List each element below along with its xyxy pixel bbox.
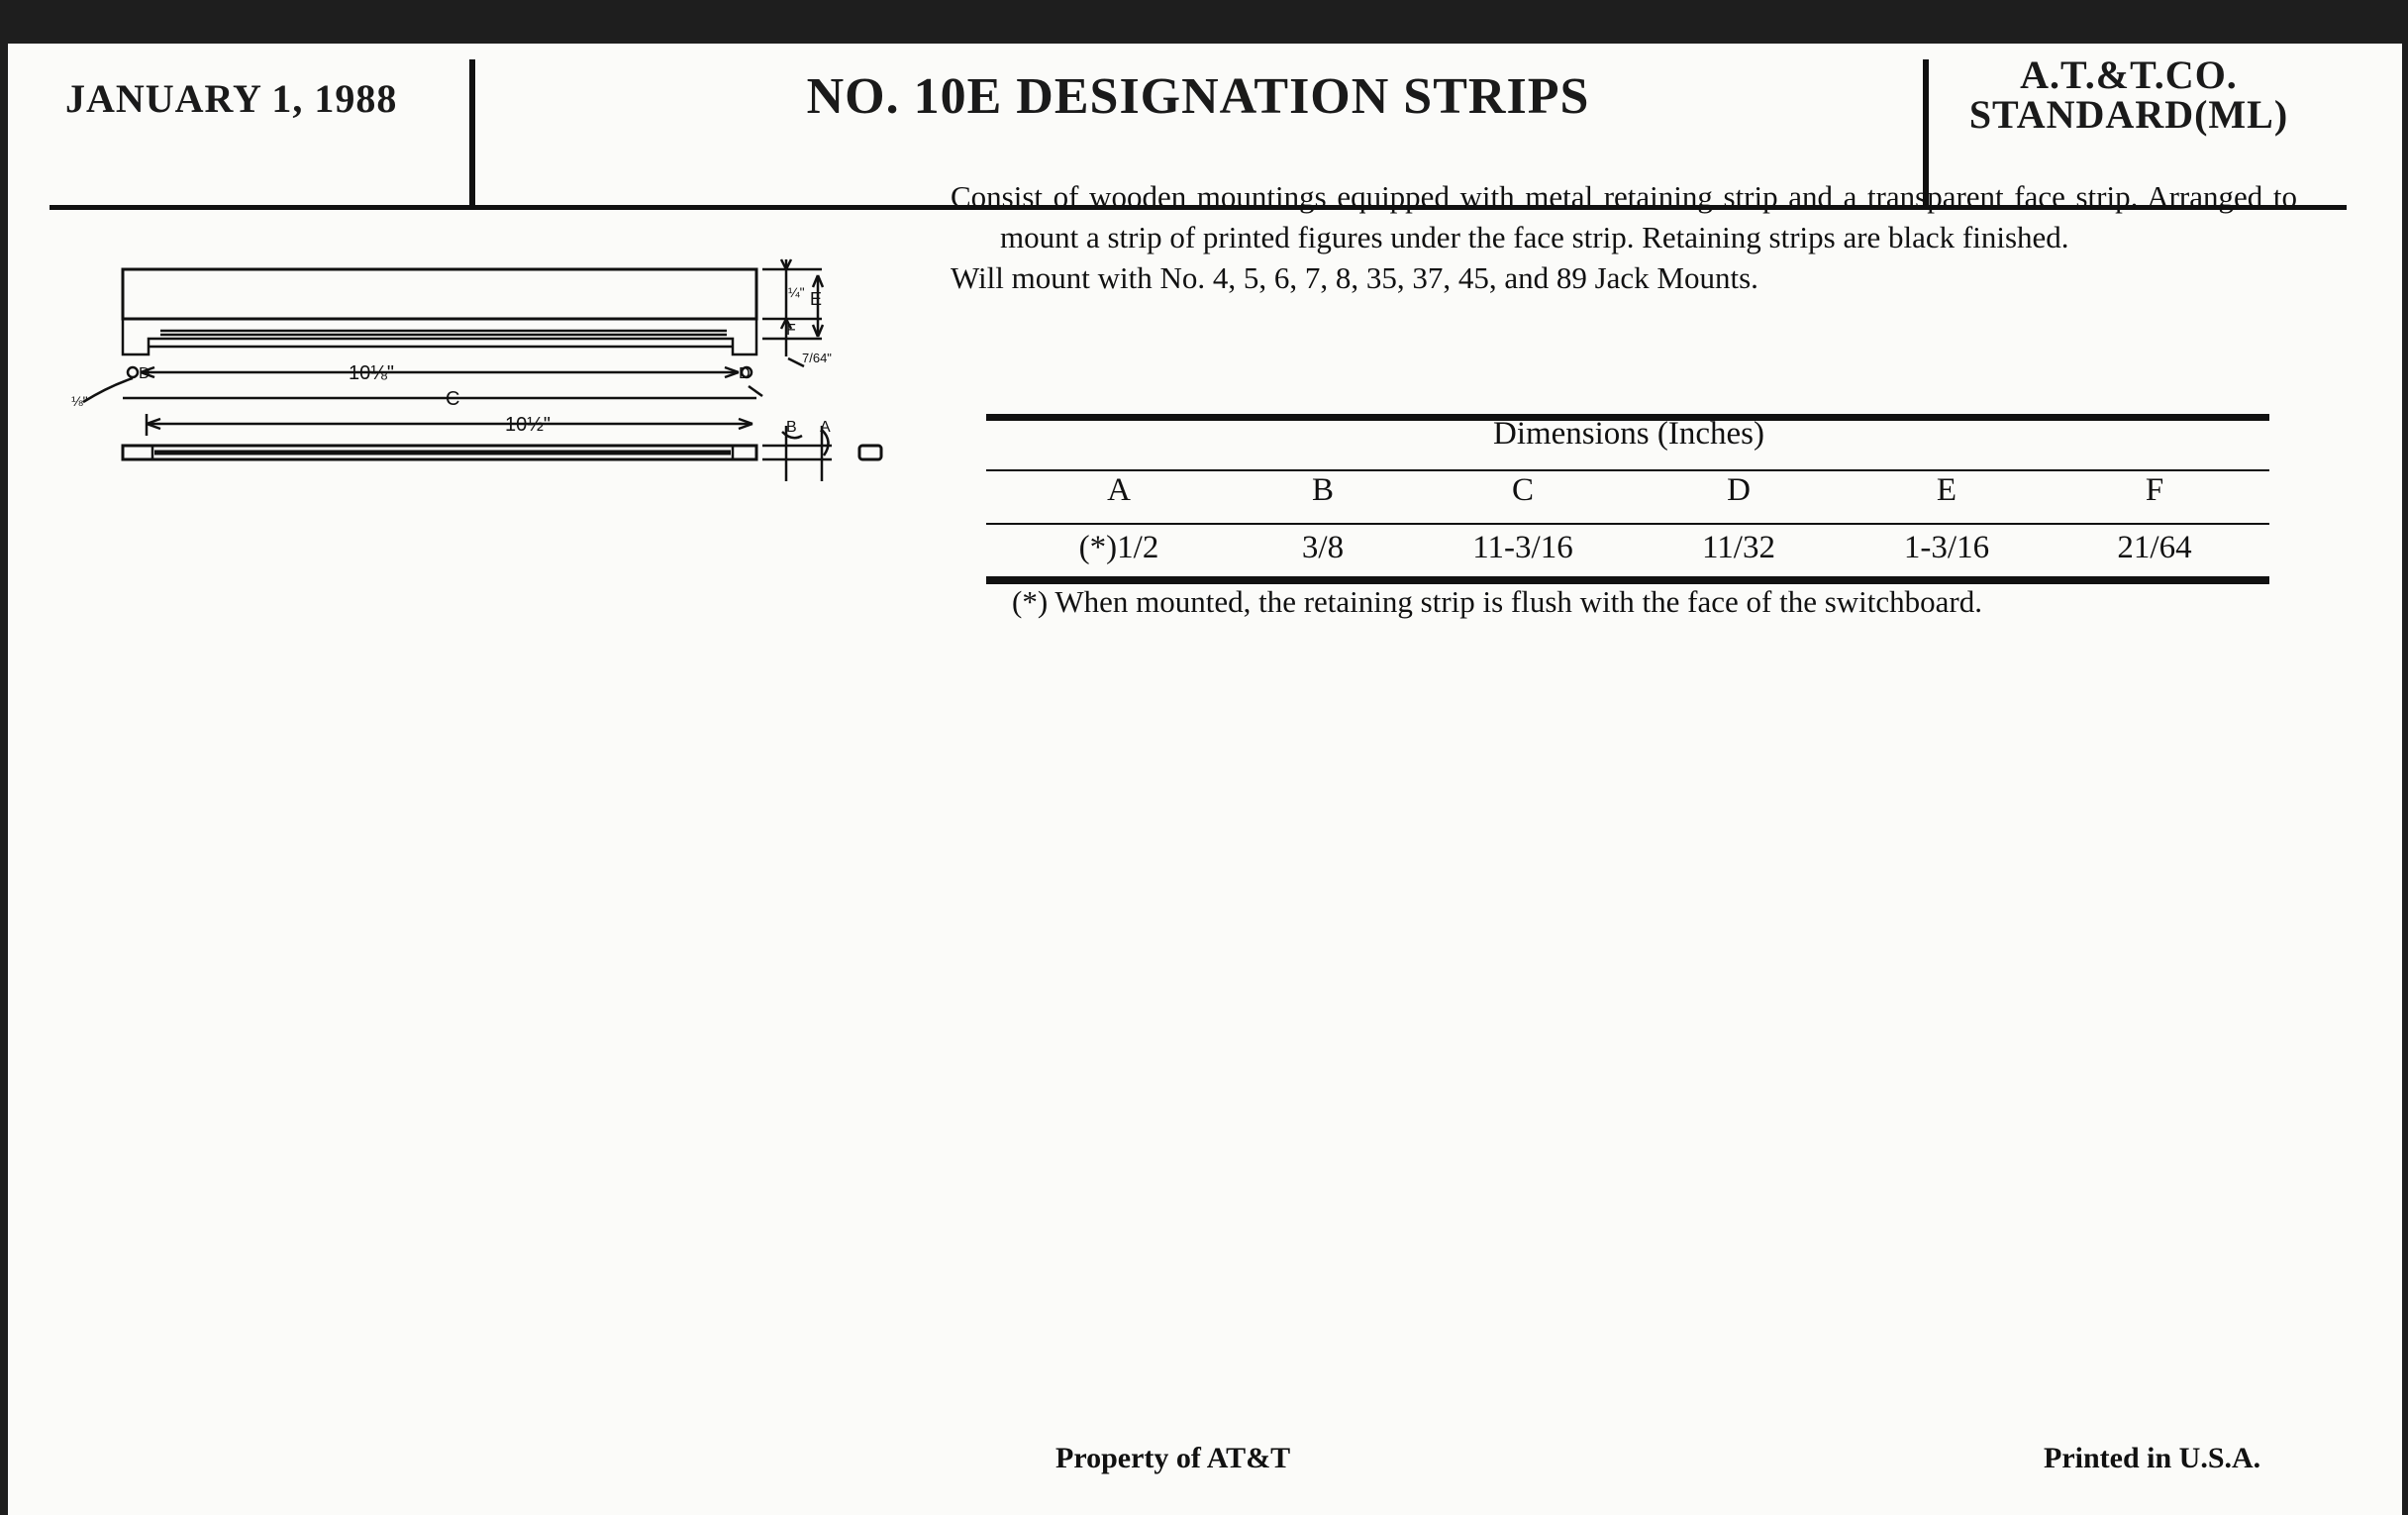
drawing-label-len2: 10½" [505,414,552,436]
table-header-b: B [1311,472,1334,508]
drawing-label-d-left: D [139,365,150,382]
table-header-d: D [1727,472,1751,508]
table-cell-a: (*)1/2 [1078,530,1159,565]
table-header-f: F [2145,472,2164,508]
standard-label [1921,52,2337,137]
drawing-label-len1: 10⅛" [349,362,395,384]
description-paragraph-2: Will mount with No. 4, 5, 6, 7, 8, 35, 37, 45, and 89 Jack Mounts. [951,260,1758,295]
table-cell-c: 11-3/16 [1472,530,1573,565]
table-footnote: (*) When mounted, the retaining strip is flush with the face of the switchboard. [1012,584,1982,619]
footer-printed: Printed in U.S.A. [2044,1442,2261,1474]
table-cell-b: 3/8 [1301,530,1345,565]
drawing-label-e: E [810,289,823,309]
drawing-label-frac-eighth: ⅛" [71,393,88,409]
table-header-a: A [1107,472,1131,508]
table-caption-rule [986,469,2269,471]
standard-line1: A.T.&T.CO. [2020,52,2238,97]
table-cell-e: 1-3/16 [1903,530,1990,565]
drawing-label-d-right: D [739,365,751,382]
footer-property: Property of AT&T [1055,1442,1291,1474]
table-bottom-rule [986,576,2269,584]
document-date: JANUARY 1, 1988 [65,76,398,121]
page-title: NO. 10E DESIGNATION STRIPS [806,68,1590,125]
drawing-label-f: F [786,322,796,339]
standard-line2: STANDARD(ML) [1968,92,2289,137]
drawing-label-frac-quarter: ¼" [788,284,805,300]
table-caption: Dimensions (Inches) [1492,416,1765,452]
table-cell-d: 11/32 [1702,530,1775,565]
drawing-label-frac-7-64: 7/64" [802,351,832,365]
description-paragraph-1: Consist of wooden mountings equipped with metal retaining strip and a transparent face strip. Arranged to mount a strip of printed figures under the face strip. Retaining strips are black finished. [951,179,2297,254]
drawing-label-b: B [786,419,797,436]
table-header-e: E [1936,472,1957,508]
table-cell-f: 21/64 [2117,530,2192,565]
table-header-rule [986,523,2269,525]
drawing-label-a: A [820,419,831,436]
table-header-c: C [1511,472,1534,508]
description [951,176,2297,298]
drawing-label-c: C [446,388,460,410]
designation-strip-drawing [69,248,901,495]
